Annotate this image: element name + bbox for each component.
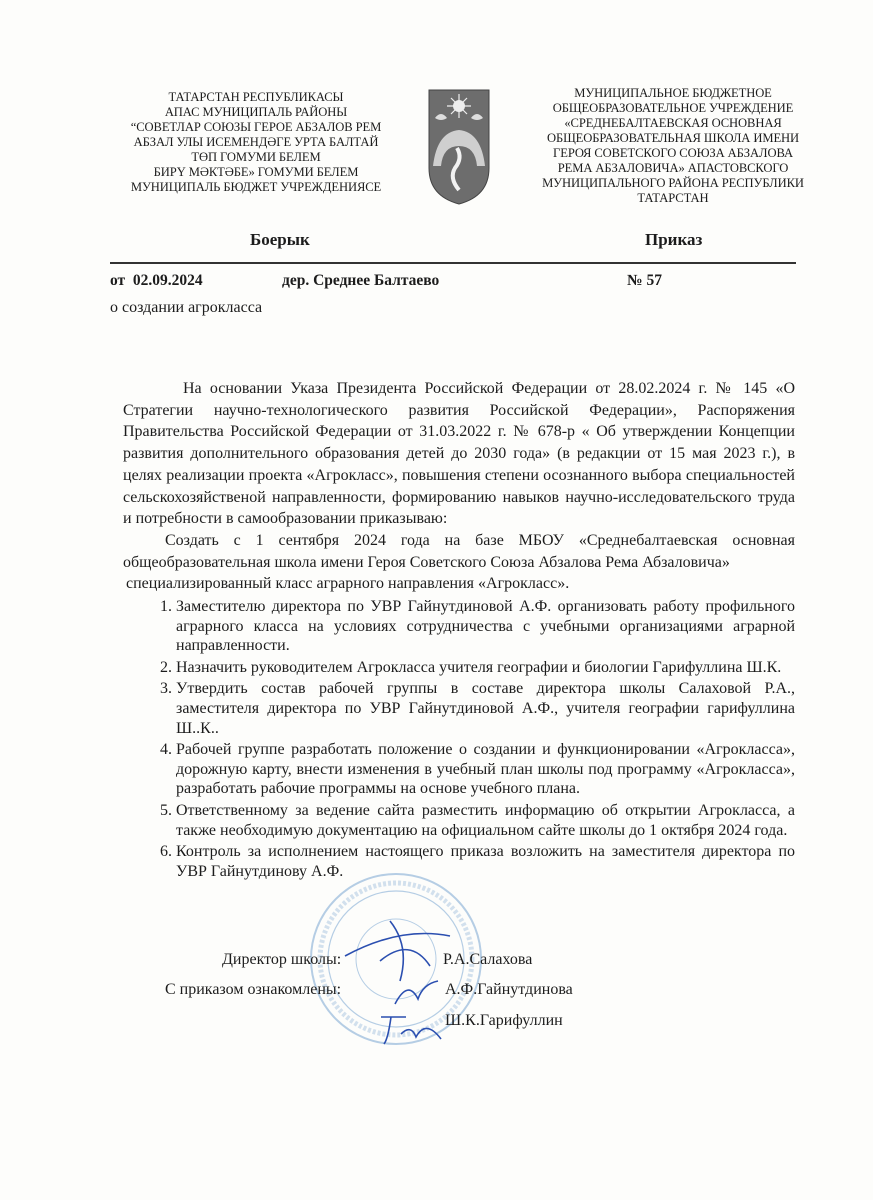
header-right-russian [527,86,819,206]
header-line: АБЗАЛ УЛЫ ИСЕМЕНДӘГЕ УРТА БАЛТАЙ [133,135,379,149]
header-line: РЕМА АБЗАЛОВИЧА» АПАСТОВСКОГО [557,161,789,175]
order-subject: о создании агрокласса [110,299,263,316]
coat-of-arms-logo [427,88,491,206]
header-line: МУНИЦИПАЛЬ БЮДЖЕТ УЧРЕЖДЕНИЯСЕ [130,180,382,194]
order-date: от 02.09.2024 [110,272,203,289]
signature-block [123,951,795,1051]
title-tatar: Боерык [250,230,310,249]
header-line: ТӨП ГОМУМИ БЕЛЕМ [191,150,321,164]
order-body [123,378,795,1051]
header-line: “СОВЕТЛАР СОЮЗЫ ГЕРОЕ АБЗАЛОВ РЕМ [130,120,382,134]
list-item: 3. Утвердить состав рабочей группы в составе директора школы Салаховой Р.А., заместителя директора по УВР Гайнутдиновой А.Ф., учителя географии гарифуллина Ш..К.. [176,679,795,738]
header-left-tatar [110,90,402,195]
header-line: ТАТАРСТАН РЕСПУБЛИКАСЫ [168,90,344,104]
header-line: «СРЕДНЕБАЛТАЕВСКАЯ ОСНОВНАЯ [564,116,782,130]
header-line: АПАС МУНИЦИПАЛЬ РАЙОНЫ [164,105,348,119]
list-item: 6. Контроль за исполнением настоящего приказа возложить на заместителя директора по УВР Гайнутдинову А.Ф. [176,842,795,881]
header-divider [110,262,796,264]
preamble-paragraph: На основании Указа Президента Российской Федерации от 28.02.2024 г. № 145 «О Стратегии научно-технологического развития Российской Федерации», Распоряжения Правительства Российской Федерации от 31.03.2022 г. № 678-р « Об утверждении Концепции развития дополнительного образования детей до 2030 года» (в редакции от 15 мая 2023 г.), в целях реализации проекта «Агрокласс», повышения степени осознанного выбора специальностей сельскохозяйственой направленности, формированию навыков научно-исследовательского труда и потребности в самообразовании приказываю: [123,380,795,528]
header-line: ОБЩЕОБРАЗОВАТЕЛЬНАЯ ШКОЛА ИМЕНИ [546,131,800,145]
acknowledged-label: С приказом ознакомлены: [165,981,342,999]
director-label: Директор школы: [222,951,342,969]
header-line: ОБЩЕОБРАЗОВАТЕЛЬНОЕ УЧРЕЖДЕНИЕ [552,101,794,115]
director-name: Р.А.Салахова [443,951,533,969]
list-item: 2. Назначить руководителем Агрокласса учителя географии и биологии Гарифуллина Ш.К. [176,658,795,678]
list-item: 1. Заместителю директора по УВР Гайнутдиновой А.Ф. организовать работу профильного аграрного класса на условиях сотрудничества с учебными организациями аграрной направленности. [176,597,795,656]
teacher-signature [376,1009,446,1054]
header-line: ТАТАРСТАН [637,191,709,205]
list-item: 5. Ответственному за ведение сайта разместить информацию об открытии Агрокласса, а также необходимую документацию на официальном сайте школы до 1 октября 2024 года. [176,801,795,840]
title-russian: Приказ [645,230,703,249]
header-line: МУНИЦИПАЛЬНОГО РАЙОНА РЕСПУБЛИКИ [542,176,804,190]
header-line: МУНИЦИПАЛЬНОЕ БЮДЖЕТНОЕ [574,86,772,100]
order-items-list [123,597,795,881]
header-line: ГЕРОЯ СОВЕТСКОГО СОЮЗА АБЗАЛОВА [553,146,793,160]
acknowledged-name: А.Ф.Гайнутдинова [445,981,573,999]
list-item: 4. Рабочей группе разработать положение о создании и функционировании «Агрокласса», дорожную карту, внести изменения в учебный план школы под программу «Агрокласса», разработать рабочие программы на основе учебного плана. [176,740,795,799]
order-place: дер. Среднее Балтаево [282,272,440,289]
order-number: № 57 [627,272,662,289]
header-line: БИРҮ МӘКТӘБЕ» ГОМУМИ БЕЛЕМ [153,165,359,179]
create-paragraph: Создать с 1 сентября 2024 года на базе МБОУ «Среднебалтаевская основная общеобразовательная школа имени Героя Советского Союза Абзалова Рема Абзаловича» [123,531,795,571]
acknowledged-name: Ш.К.Гарифуллин [445,1012,563,1030]
create-paragraph-tail: специализированный класс аграрного направления «Агрокласс». [126,575,570,593]
